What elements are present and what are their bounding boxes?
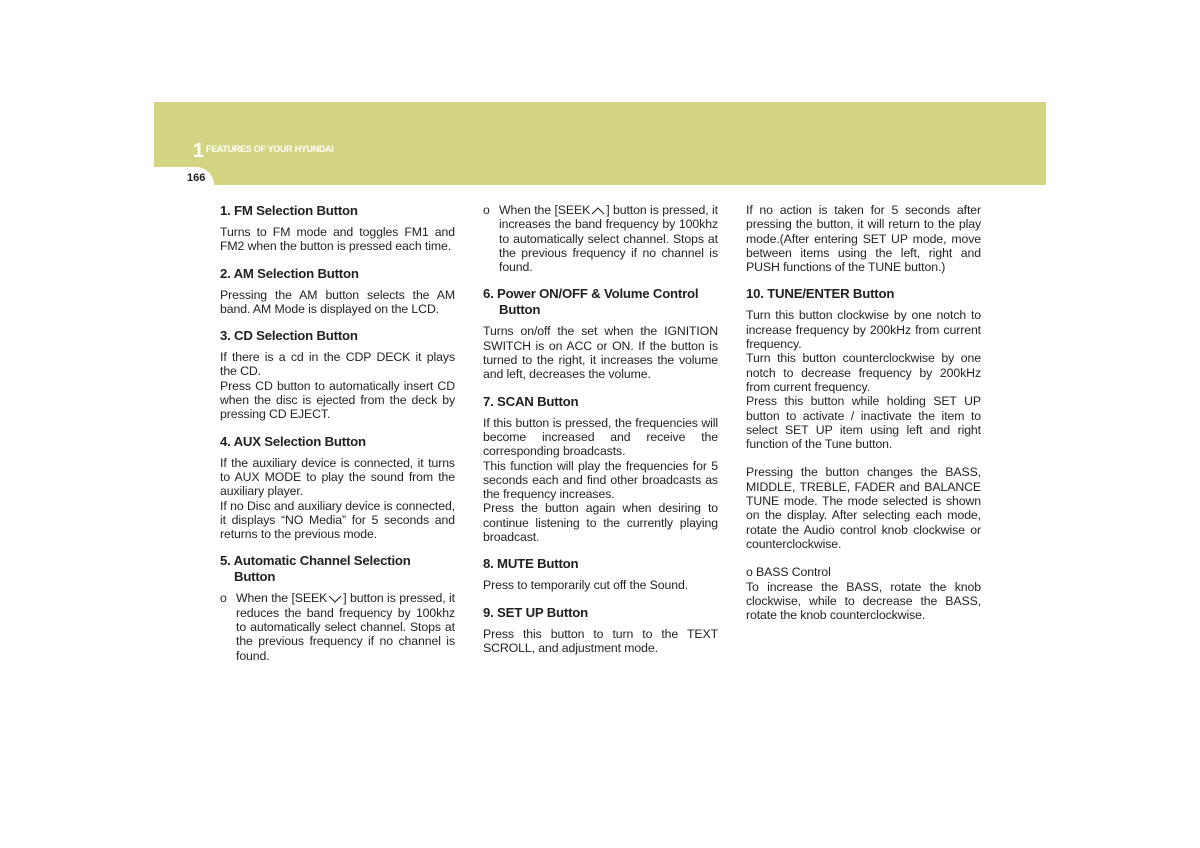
seek-text-pre: When the [SEEK: [499, 203, 591, 217]
section-title: 2. AM Selection Button: [220, 265, 359, 281]
section-am: [220, 266, 455, 317]
section-power: [483, 286, 718, 381]
section-body: Press CD button to automatically insert CD when the disc is ejected from the deck by pressing CD EJECT.: [220, 378, 455, 422]
section-body: This function will play the frequencies for 5 seconds each and find other broadcasts as the frequency increases.: [483, 458, 718, 502]
section-body: Turns on/off the set when the IGNITION SWITCH is on ACC or ON. If the button is turned to the right, it increases the volume and left, decreases the volume.: [483, 324, 718, 382]
section-body: If there is a cd in the CDP DECK it plays the CD.: [220, 350, 455, 379]
seek-up-item: [483, 203, 718, 274]
page-number: 166: [187, 172, 206, 184]
section-tune: [746, 286, 981, 622]
section-body: Press to temporarily cut off the Sound.: [483, 578, 689, 593]
seek-text-post: ] button is pressed, it reduces the band frequency by 100khz to automatically select channel. Stops at the previous frequency if no channel is found.: [236, 591, 456, 663]
section-aux: [220, 434, 455, 542]
section-auto-channel: [220, 553, 455, 662]
section-setup-continued: [746, 203, 981, 274]
section-title: 10. TUNE/ENTER Button: [746, 286, 895, 302]
section-body: Press this button to turn to the TEXT SCROLL, and adjustment mode.: [483, 626, 718, 655]
section-title: 6. Power ON/OFF & Volume Control Button: [483, 286, 699, 318]
column-3: [746, 203, 981, 634]
section-body: If no Disc and auxiliary device is connected, it displays “NO Media” for 5 seconds and returns to the previous mode.: [220, 498, 455, 542]
section-body: Press this button while holding SET UP button to activate / inactivate the item to select SET UP item using left and right function of the Tune button.: [746, 394, 981, 452]
chapter-title: FEATURES OF YOUR HYUNDAI: [206, 144, 334, 154]
column-2: [483, 203, 718, 667]
section-fm: [220, 203, 455, 254]
chevron-down-icon: [327, 594, 343, 604]
bullet-marker: o: [483, 203, 490, 217]
section-body: Pressing the AM button selects the AM band. AM Mode is displayed on the LCD.: [220, 287, 455, 316]
section-title: 9. SET UP Button: [483, 604, 588, 620]
section-body: If the auxiliary device is connected, it turns to AUX MODE to play the sound from the auxiliary player.: [220, 455, 455, 499]
section-body: Turns to FM mode and toggles FM1 and FM2 when the button is pressed each time.: [220, 225, 455, 254]
section-mute: [483, 556, 718, 592]
section-body: If this button is pressed, the frequencies will become increased and receive the corresponding broadcasts.: [483, 415, 718, 459]
section-title: 5. Automatic Channel Selection Button: [220, 553, 411, 585]
section-title: 7. SCAN Button: [483, 393, 579, 409]
column-1: [220, 203, 455, 675]
section-scan: [483, 394, 718, 545]
section-title: 1. FM Selection Button: [220, 203, 358, 218]
seek-text-pre: When the [SEEK: [236, 591, 328, 606]
chevron-up-icon: [590, 206, 606, 216]
section-body: To increase the BASS, rotate the knob clockwise, while to decrease the BASS, rotate the knob counterclockwise.: [746, 579, 981, 623]
section-setup: [483, 605, 718, 656]
chapter-number: 1: [193, 140, 205, 162]
section-body: Turn this button clockwise by one notch to increase frequency by 200kHz from current frequency.: [746, 308, 981, 352]
bullet-marker: o: [220, 591, 227, 606]
section-body: If no action is taken for 5 seconds after pressing the button, it will return to the play mode.(After entering SET UP mode, move between items using the left, right and PUSH functions of the TUNE button.): [746, 203, 981, 275]
section-title: 3. CD Selection Button: [220, 328, 358, 344]
section-title: 4. AUX Selection Button: [220, 433, 366, 449]
section-body: Pressing the button changes the BASS, MIDDLE, TREBLE, FADER and BALANCE TUNE mode. The mode selected is shown on the display. After selecting each mode, rotate the Audio control knob clockwise or counterclockwise.: [746, 465, 981, 551]
seek-down-item: [220, 591, 455, 662]
section-body: Press the button again when desiring to continue listening to the currently playing broadcast.: [483, 501, 718, 545]
section-title: 8. MUTE Button: [483, 556, 579, 572]
section-body: Turn this button counterclockwise by one notch to decrease frequency by 200kHz from current frequency.: [746, 351, 981, 394]
section-cd: [220, 328, 455, 421]
seek-text-post: ] button is pressed, it increases the band frequency by 100khz to automatically select channel. Stops at the previous frequency if no channel is found.: [499, 203, 719, 275]
bass-heading: o BASS Control: [746, 565, 831, 580]
section-seek-up: [483, 203, 718, 274]
